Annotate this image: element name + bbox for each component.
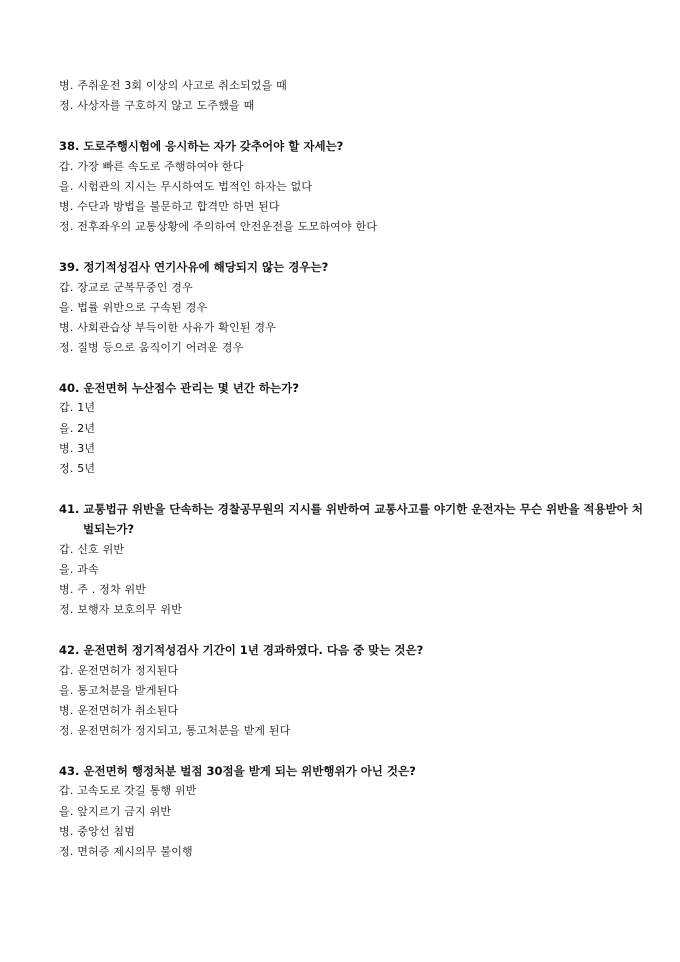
option-line: 을. 앞지르기 금지 위반 xyxy=(59,804,172,818)
option-line: 정. 5년 xyxy=(59,462,96,475)
question-title: 42. 운전면허 정기적성검사 기간이 1년 경과하였다. 다음 중 맞는 것은? xyxy=(59,643,424,658)
carryover-options xyxy=(59,76,629,116)
option-line: 병. 주 . 정차 위반 xyxy=(59,582,147,596)
option-line: 병. 중앙선 침범 xyxy=(59,824,136,838)
option-line: 정. 보행자 보호의무 위반 xyxy=(59,603,183,617)
question-41 xyxy=(59,499,643,620)
option-line: 정. 운전면허가 정지되고, 통고처분을 받게 된다 xyxy=(59,724,291,738)
option-line: 정. 면허증 제시의무 불이행 xyxy=(59,845,193,859)
question-38 xyxy=(59,136,629,237)
question-title: 43. 운전면허 행정처분 벌점 30점을 받게 되는 위반행위가 아닌 것은? xyxy=(59,764,416,779)
option-line: 정. 사상자를 구호하지 않고 도주했을 때 xyxy=(59,99,255,113)
option-line: 갑. 신호 위반 xyxy=(59,542,125,556)
question-title: 39. 정기적성검사 연기사유에 해당되지 않는 경우는? xyxy=(59,260,329,275)
option-line: 병. 3년 xyxy=(59,441,96,455)
option-line: 정. 전후좌우의 교통상황에 주의하여 안전운전을 도모하여야 한다 xyxy=(59,220,378,234)
question-title: 41. 교통법규 위반을 단속하는 경찰공무원의 지시를 위반하여 교통사고를 야기한 운전자는 무슨 위반을 적용받아 처벌되는가? xyxy=(59,502,643,537)
option-line: 병. 수단과 방법을 불문하고 합격만 하면 된다 xyxy=(59,199,280,213)
option-line: 을. 2년 xyxy=(59,421,96,435)
question-title: 40. 운전면허 누산점수 관리는 몇 년간 하는가? xyxy=(59,381,299,396)
option-line: 병. 운전면허가 취소된다 xyxy=(59,703,179,717)
option-line: 정. 질병 등으로 움직이기 어려운 경우 xyxy=(59,341,244,355)
option-line: 갑. 가장 빠른 속도로 주행하여야 한다 xyxy=(59,159,244,173)
option-line: 갑. 운전면허가 정지된다 xyxy=(59,663,179,677)
question-43 xyxy=(59,761,629,862)
option-line: 을. 법률 위반으로 구속된 경우 xyxy=(59,300,208,314)
option-line: 갑. 고속도로 갓길 통행 위반 xyxy=(59,784,197,798)
option-line: 갑. 1년 xyxy=(59,401,96,415)
option-line: 을. 시험관의 지시는 무시하여도 법적인 하자는 없다 xyxy=(59,179,313,193)
question-40 xyxy=(59,378,629,479)
document-page xyxy=(59,76,643,862)
option-line: 을. 통고처분을 받게된다 xyxy=(59,683,179,697)
question-39 xyxy=(59,257,629,358)
question-42 xyxy=(59,640,629,741)
option-line: 을. 과속 xyxy=(59,562,99,576)
option-line: 병. 사회관습상 부득이한 사유가 확인된 경우 xyxy=(59,320,277,334)
option-line: 갑. 장교로 군복무중인 경우 xyxy=(59,280,193,294)
question-title: 38. 도로주행시험에 응시하는 자가 갖추어야 할 자세는? xyxy=(59,139,344,154)
option-line: 병. 주취운전 3회 이상의 사고로 취소되었을 때 xyxy=(59,79,287,92)
